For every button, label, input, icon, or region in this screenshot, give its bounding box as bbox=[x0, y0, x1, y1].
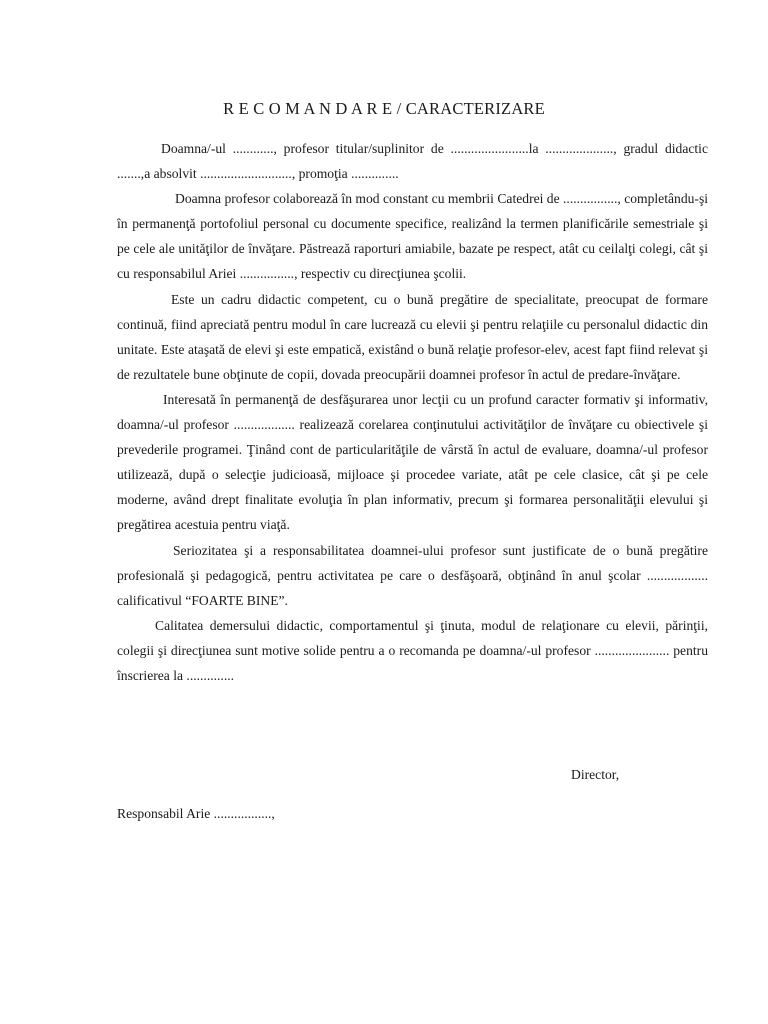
paragraph-collaboration: Doamna profesor colaborează în mod constant cu membrii Catedrei de ................, completându-şi în permanenţă portofoliul personal cu documente specifice, realizând la termen planificările semestriale şi pe cele ale unităţilor de învăţare. Păstrează raporturi amiabile, bazate pe respect, atât cu ceilalţi colegi, cât şi cu responsabilul Ariei ................, respectiv cu direcţiunea şcolii. bbox=[117, 191, 709, 282]
paragraph-recommendation: Calitatea demersului didactic, comportamentul şi ţinuta, modul de relaţionare cu elevii, părinţii, colegii şi direcţiunea sunt motive solide pentru a o recomanda pe doamna/-ul profesor ...................... pentru înscrierea la .............. bbox=[117, 617, 708, 683]
paragraph-intro: Doamna/-ul ............, profesor titular/suplinitor de .......................la ...................., gradul didactic .......,a absolvit ..........................., promoţia .............. bbox=[117, 141, 708, 182]
paragraph-teaching: Interesată în permanenţă de desfăşurarea unor lecţii cu un profund caracter formativ şi informativ, doamna/-ul profesor .................. realizează corelarea conţinutului activităţilor de învăţare cu obiectivele şi prevederile programei. Ţinând cont de particularităţile de vârstă în actul de evaluare, doamna/-ul profesor utilizează, după o selecţie judicioasă, mijloace şi procedee variate, atât pe cele clasice, cât şi pe cele moderne, având drept finalitate evoluţia în plan informativ, precum şi formarea personalităţii elevului şi pregătirea acestuia pentru viaţă. bbox=[117, 391, 708, 533]
paragraph-qualification: Seriozitatea şi a responsabilitatea doamnei-ului profesor sunt justificate de o bună pregătire profesională şi pedagogică, pentru activitatea pe care o desfăşoară, obţinând în anul şcolar .................. calificativul “FOARTE BINE”. bbox=[117, 542, 708, 608]
document-title: R E C O M A N D A R E / CARACTERIZARE bbox=[223, 99, 545, 118]
responsabil-arie-label: Responsabil Arie ................., bbox=[117, 806, 275, 821]
director-signature-label: Director, bbox=[571, 767, 620, 782]
paragraph-competence: Este un cadru didactic competent, cu o bună pregătire de specialitate, preocupat de formare continuă, fiind apreciată pentru modul în care lucrează cu elevii şi pentru relaţiile cu personalul didactic din unitate. Este ataşată de elevi şi este empatică, existând o bună relaţie profesor-elev, acest fapt fiind relevat şi de rezultatele bune obţinute de copii, dovada preocupării doamnei profesor în actul de predare-învăţare. bbox=[117, 291, 708, 382]
document-body bbox=[117, 136, 708, 688]
